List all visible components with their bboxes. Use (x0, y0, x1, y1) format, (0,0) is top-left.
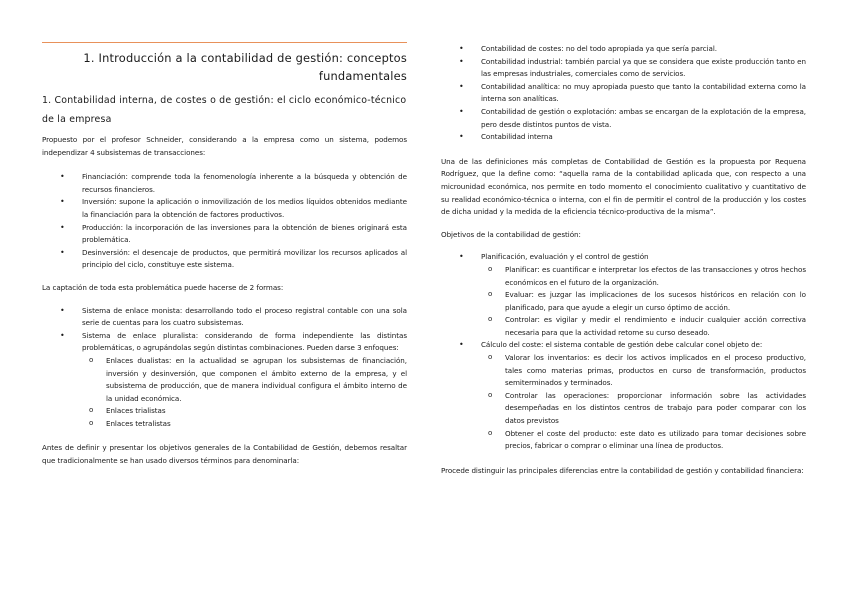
sub-list-item: o Obtener el coste del producto: este dato es utilizado para tomar decisiones sobre precios, fabricar o comprar o eliminar una línea de productos. (441, 428, 806, 453)
list-item: • Producción: la incorporación de las inversiones para la obtención de bienes originará esta problemática. (42, 222, 407, 247)
paragraph-objectives: Objetivos de la contabilidad de gestión: (441, 229, 581, 239)
sub-list-item: o Enlaces dualistas: en la actualidad se agrupan los subsistemas de financiación, inversión y desinversión, que componen el ámbito externo de la empresa, y el subsistema de producción, que de manera individual configura el ámbito interno de la unidad económica. (42, 355, 407, 405)
sub-list-item: o Evaluar: es juzgar las implicaciones de los sucesos históricos en relación con lo planificado, para que ayude a elegir un curso óptimo de acción. (441, 289, 806, 314)
sub-list-item: o Planificar: es cuantificar e interpretar los efectos de las transacciones y otros hechos económicos en el futuro de la organización. (441, 264, 806, 289)
sub-list-item: o Controlar las operaciones: proporcionar información sobre las actividades desempeñadas en los distintos centros de trabajo para poder comparar con los datos previstos (441, 390, 806, 428)
terms-list (441, 43, 806, 144)
list-item: • Sistema de enlace pluralista: considerando de forma independiente las distintas problemáticas, o agrupándolas según distintas combinaciones. Pueden darse 3 enfoques: (42, 330, 407, 355)
list-item: • Inversión: supone la aplicación o inmovilización de los medios líquidos obtenidos mediante la financiación para la obtención de factores productivos. (42, 196, 407, 221)
list-item: • Sistema de enlace monista: desarrollando todo el proceso registral contable con una sola serie de cuentas para los cuatro subsistemas. (42, 305, 407, 330)
list-item: • Financiación: comprende toda la fenomenología inherente a la búsqueda y obtención de recursos financieros. (42, 171, 407, 196)
sub-list-item: o Valorar los inventarios: es decir los activos implicados en el proceso productivo, tales como materias primas, productos en curso de transformación, productos semiterminados y terminados. (441, 352, 806, 390)
sub-list-item: o Enlaces tetralistas (42, 418, 407, 431)
list-item: • Contabilidad de gestión o explotación: ambas se encargan de la explotación de la empresa, pero desde distintos puntos de vista. (441, 106, 806, 131)
paragraph-terms-intro: Antes de definir y presentar los objetivos generales de la Contabilidad de Gestión, debemos resaltar que tradicionalmente se han usado diversos términos para denominarla: (42, 443, 407, 466)
list-item: • Contabilidad industrial: también parcial ya que se considera que existe producción tanto en las empresas industriales, comerciales como de servicios. (441, 56, 806, 81)
list-item: • Contabilidad interna (441, 131, 806, 144)
sub-list-item: o Enlaces trialistas (42, 405, 407, 418)
subsystems-list (42, 171, 407, 272)
left-column (42, 0, 407, 468)
paragraph-forms: La captación de toda esta problemática puede hacerse de 2 formas: (42, 282, 284, 292)
right-column (441, 0, 806, 477)
list-item: • Planificación, evaluación y el control de gestión (441, 251, 806, 264)
sub-list-item: o Controlar: es vigilar y medir el rendimiento e inducir cualquier acción correctiva necesaria para que la actividad retome su curso deseado. (441, 314, 806, 339)
heading-rule (42, 42, 407, 43)
list-item: • Cálculo del coste: el sistema contable de gestión debe calcular conel objeto de: (441, 339, 806, 352)
paragraph-differences: Procede distinguir las principales diferencias entre la contabilidad de gestión y contabilidad financiera: (441, 465, 804, 475)
list-item: • Contabilidad analítica: no muy apropiada puesto que tanto la contabilidad externa como la interna son analíticas. (441, 81, 806, 106)
paragraph-definition: Una de las definiciones más completas de Contabilidad de Gestión es la propuesta por Requena Rodríguez, que la define como: “aquella rama de la contabilidad aplicada que, con respecto a una microunidad económica, nos permite en todo momento el conocimiento cualitativo y cuantitativo de su realidad económico-técnica o interna, con el fin de permitir el control de la producción y los costes de dicha unidad y la medida de la eficiencia técnico-productiva de la misma”. (441, 156, 806, 217)
chapter-heading: 1. Introducción a la contabilidad de gestión: conceptos fundamentales (83, 51, 407, 83)
link-systems-list (42, 305, 407, 431)
list-item: • Desinversión: el desencaje de productos, que permitirá movilizar los recursos aplicados al principio del ciclo, constituye este sistema. (42, 247, 407, 272)
section-heading: 1. Contabilidad interna, de costes o de gestión: el ciclo económico-técnico de la empresa (42, 95, 407, 125)
list-item: • Contabilidad de costes: no del todo apropiada ya que sería parcial. (441, 43, 806, 56)
paragraph-intro: Propuesto por el profesor Schneider, considerando a la empresa como un sistema, podemos independizar 4 subsistemas de transacciones: (42, 135, 407, 157)
objectives-list (441, 251, 806, 453)
